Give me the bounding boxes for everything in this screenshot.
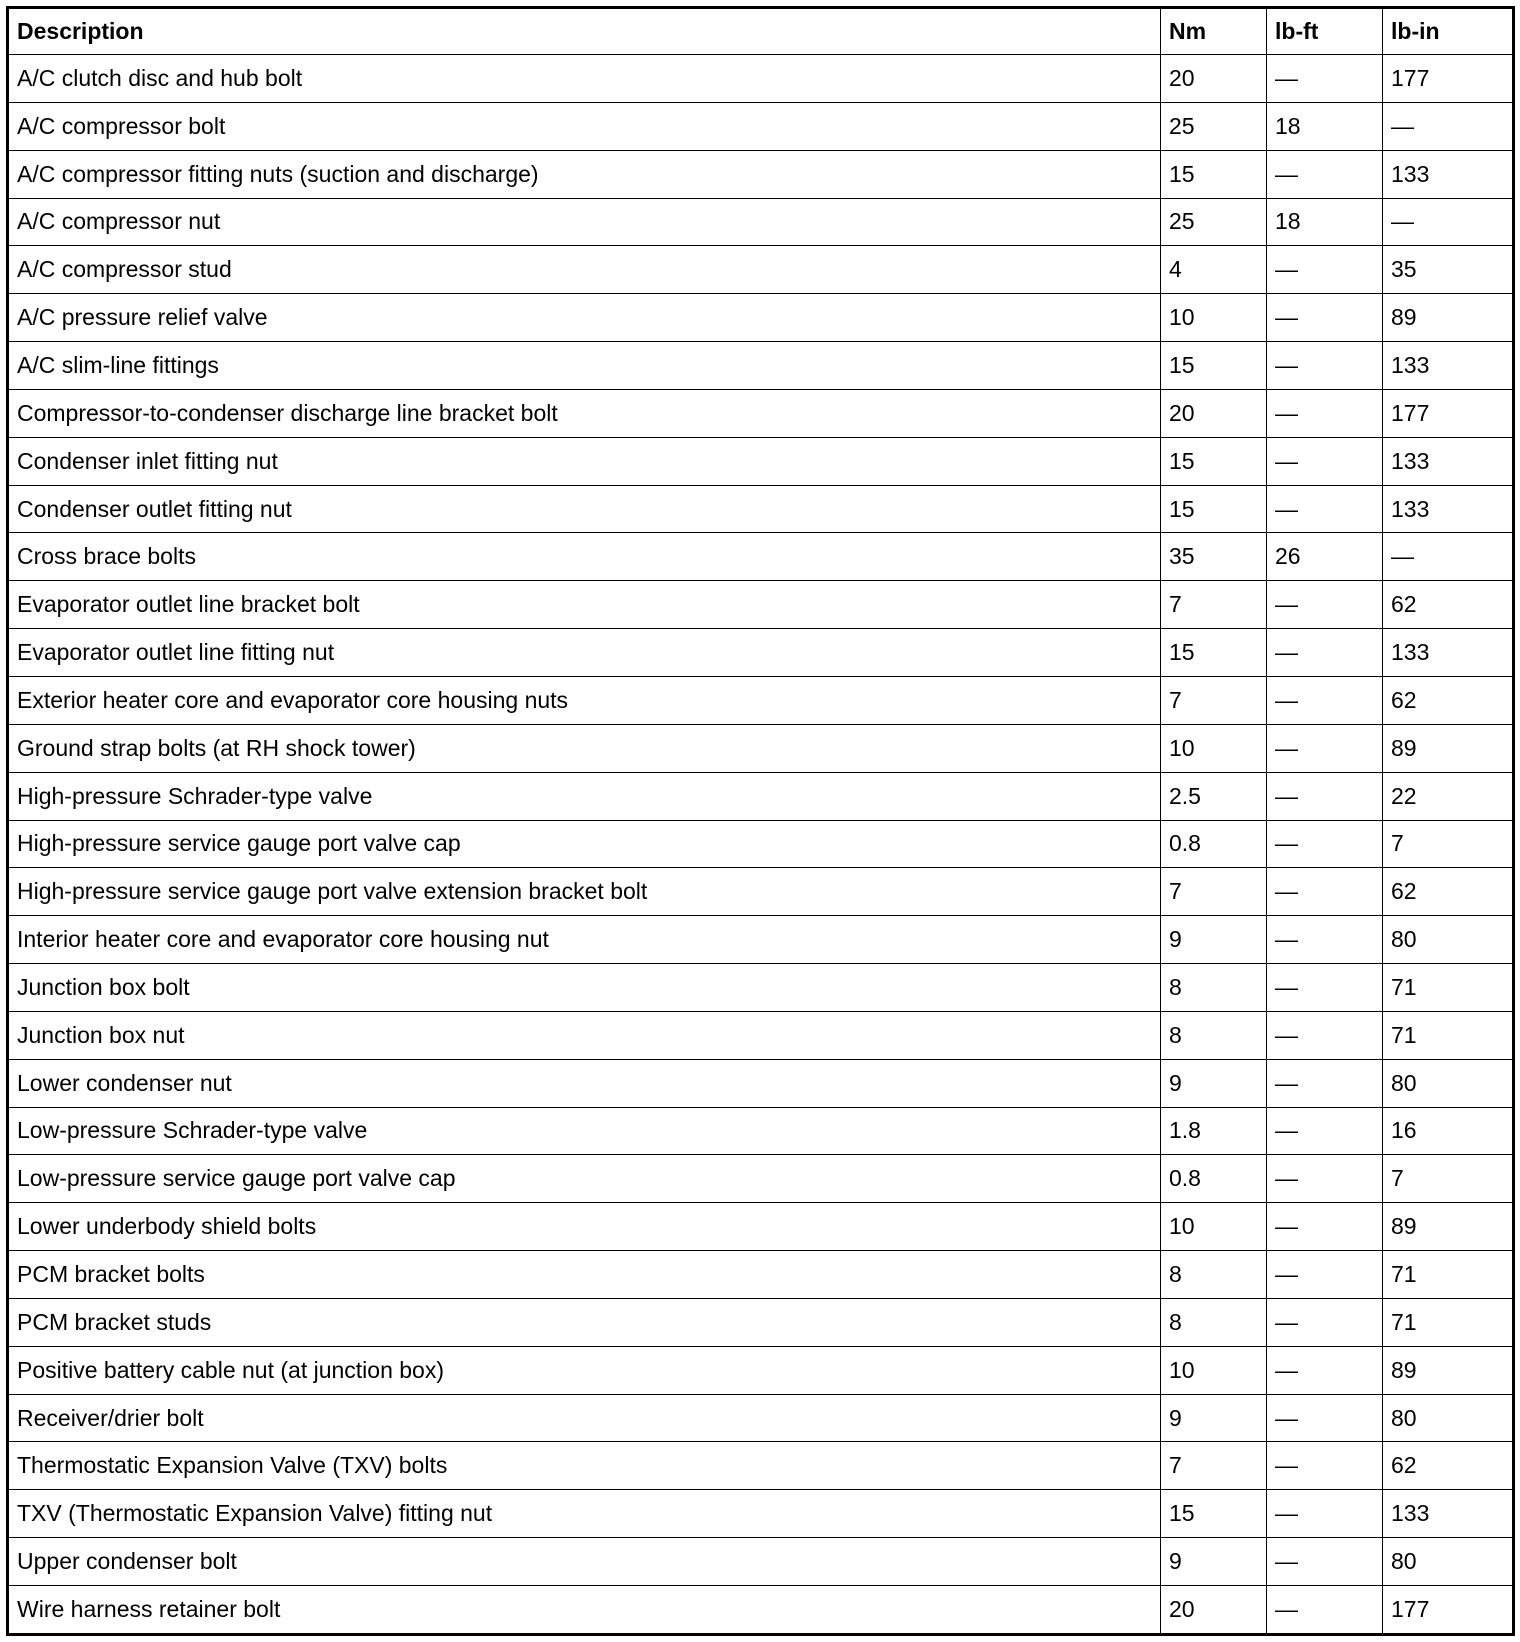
cell-description: Exterior heater core and evaporator core housing nuts [8, 676, 1161, 724]
cell-lb-in: 22 [1383, 772, 1514, 820]
cell-lb-ft: — [1267, 246, 1383, 294]
cell-lb-in: 89 [1383, 294, 1514, 342]
table-row [8, 485, 1514, 533]
cell-lb-in: 177 [1383, 389, 1514, 437]
cell-description: A/C compressor nut [8, 198, 1161, 246]
table-row [8, 1011, 1514, 1059]
cell-description: Condenser outlet fitting nut [8, 485, 1161, 533]
cell-lb-in: 177 [1383, 55, 1514, 103]
cell-lb-in: — [1383, 533, 1514, 581]
cell-description: Receiver/drier bolt [8, 1394, 1161, 1442]
table-row [8, 820, 1514, 868]
cell-description: A/C clutch disc and hub bolt [8, 55, 1161, 103]
cell-nm: 2.5 [1161, 772, 1267, 820]
cell-description: Cross brace bolts [8, 533, 1161, 581]
table-row [8, 533, 1514, 581]
cell-description: High-pressure Schrader-type valve [8, 772, 1161, 820]
table-row [8, 246, 1514, 294]
table-row [8, 294, 1514, 342]
cell-lb-in: 16 [1383, 1107, 1514, 1155]
cell-lb-in: 71 [1383, 964, 1514, 1012]
cell-lb-in: 133 [1383, 437, 1514, 485]
cell-nm: 8 [1161, 1011, 1267, 1059]
cell-lb-ft: — [1267, 437, 1383, 485]
cell-description: A/C compressor bolt [8, 102, 1161, 150]
cell-nm: 9 [1161, 1059, 1267, 1107]
table-row [8, 1251, 1514, 1299]
cell-lb-ft: — [1267, 1251, 1383, 1299]
table-row [8, 772, 1514, 820]
table-row [8, 102, 1514, 150]
header-description: Description [8, 8, 1161, 55]
cell-lb-in: 89 [1383, 1346, 1514, 1394]
table-row [8, 55, 1514, 103]
cell-lb-ft: — [1267, 724, 1383, 772]
cell-lb-ft: — [1267, 1490, 1383, 1538]
table-row [8, 198, 1514, 246]
cell-lb-in: 89 [1383, 724, 1514, 772]
cell-lb-ft: — [1267, 342, 1383, 390]
cell-lb-ft: 26 [1267, 533, 1383, 581]
cell-description: Evaporator outlet line fitting nut [8, 629, 1161, 677]
cell-nm: 10 [1161, 1346, 1267, 1394]
cell-description: Upper condenser bolt [8, 1538, 1161, 1586]
cell-lb-in: 80 [1383, 1059, 1514, 1107]
cell-lb-ft: — [1267, 294, 1383, 342]
table-row [8, 676, 1514, 724]
cell-nm: 10 [1161, 294, 1267, 342]
table-row [8, 1394, 1514, 1442]
cell-lb-in: 133 [1383, 342, 1514, 390]
cell-nm: 8 [1161, 1298, 1267, 1346]
cell-description: A/C compressor stud [8, 246, 1161, 294]
cell-description: High-pressure service gauge port valve extension bracket bolt [8, 868, 1161, 916]
cell-lb-in: 7 [1383, 1155, 1514, 1203]
cell-lb-ft: — [1267, 1155, 1383, 1203]
cell-lb-ft: — [1267, 820, 1383, 868]
cell-lb-ft: — [1267, 1011, 1383, 1059]
cell-lb-in: — [1383, 102, 1514, 150]
cell-nm: 8 [1161, 964, 1267, 1012]
cell-nm: 20 [1161, 389, 1267, 437]
cell-lb-ft: — [1267, 1203, 1383, 1251]
cell-lb-in: 7 [1383, 820, 1514, 868]
table-row [8, 916, 1514, 964]
cell-lb-in: 177 [1383, 1586, 1514, 1635]
cell-lb-in: 89 [1383, 1203, 1514, 1251]
cell-lb-ft: — [1267, 964, 1383, 1012]
cell-description: TXV (Thermostatic Expansion Valve) fitting nut [8, 1490, 1161, 1538]
cell-nm: 9 [1161, 916, 1267, 964]
cell-lb-in: 62 [1383, 868, 1514, 916]
cell-lb-in: 133 [1383, 629, 1514, 677]
table-row [8, 629, 1514, 677]
cell-description: Junction box bolt [8, 964, 1161, 1012]
table-row [8, 1490, 1514, 1538]
table-row [8, 342, 1514, 390]
table-row [8, 1107, 1514, 1155]
cell-lb-ft: — [1267, 1442, 1383, 1490]
cell-lb-in: 133 [1383, 150, 1514, 198]
cell-lb-in: 71 [1383, 1298, 1514, 1346]
header-nm: Nm [1161, 8, 1267, 55]
cell-lb-ft: — [1267, 916, 1383, 964]
torque-spec-table [6, 6, 1515, 1636]
cell-nm: 15 [1161, 342, 1267, 390]
cell-lb-ft: — [1267, 772, 1383, 820]
table-row [8, 1059, 1514, 1107]
cell-nm: 0.8 [1161, 820, 1267, 868]
cell-nm: 15 [1161, 485, 1267, 533]
cell-nm: 25 [1161, 198, 1267, 246]
cell-lb-ft: — [1267, 1059, 1383, 1107]
cell-description: PCM bracket studs [8, 1298, 1161, 1346]
cell-lb-in: 80 [1383, 1394, 1514, 1442]
cell-description: Thermostatic Expansion Valve (TXV) bolts [8, 1442, 1161, 1490]
cell-lb-in: — [1383, 198, 1514, 246]
table-row [8, 1155, 1514, 1203]
cell-lb-in: 35 [1383, 246, 1514, 294]
table-row [8, 1298, 1514, 1346]
table-row [8, 1346, 1514, 1394]
cell-nm: 7 [1161, 1442, 1267, 1490]
cell-description: Junction box nut [8, 1011, 1161, 1059]
table-row [8, 868, 1514, 916]
cell-lb-ft: — [1267, 676, 1383, 724]
table-row [8, 1538, 1514, 1586]
cell-lb-ft: — [1267, 1346, 1383, 1394]
cell-nm: 20 [1161, 1586, 1267, 1635]
cell-nm: 15 [1161, 437, 1267, 485]
cell-description: A/C pressure relief valve [8, 294, 1161, 342]
cell-description: Wire harness retainer bolt [8, 1586, 1161, 1635]
cell-description: Condenser inlet fitting nut [8, 437, 1161, 485]
table-row [8, 1203, 1514, 1251]
cell-lb-ft: 18 [1267, 102, 1383, 150]
cell-nm: 4 [1161, 246, 1267, 294]
cell-lb-in: 133 [1383, 1490, 1514, 1538]
cell-description: Low-pressure service gauge port valve cap [8, 1155, 1161, 1203]
cell-lb-ft: — [1267, 581, 1383, 629]
table-header-row [8, 8, 1514, 55]
cell-nm: 1.8 [1161, 1107, 1267, 1155]
header-lb-in: lb-in [1383, 8, 1514, 55]
cell-lb-in: 133 [1383, 485, 1514, 533]
cell-nm: 20 [1161, 55, 1267, 103]
cell-description: High-pressure service gauge port valve cap [8, 820, 1161, 868]
table-row [8, 437, 1514, 485]
table-row [8, 964, 1514, 1012]
cell-lb-ft: — [1267, 389, 1383, 437]
cell-nm: 15 [1161, 629, 1267, 677]
cell-lb-in: 80 [1383, 1538, 1514, 1586]
table-row [8, 389, 1514, 437]
cell-lb-ft: — [1267, 485, 1383, 533]
cell-lb-ft: — [1267, 55, 1383, 103]
cell-nm: 0.8 [1161, 1155, 1267, 1203]
cell-nm: 35 [1161, 533, 1267, 581]
cell-lb-in: 71 [1383, 1011, 1514, 1059]
cell-description: Ground strap bolts (at RH shock tower) [8, 724, 1161, 772]
cell-nm: 9 [1161, 1394, 1267, 1442]
cell-lb-in: 80 [1383, 916, 1514, 964]
cell-nm: 7 [1161, 676, 1267, 724]
cell-description: PCM bracket bolts [8, 1251, 1161, 1299]
cell-lb-in: 71 [1383, 1251, 1514, 1299]
table-row [8, 581, 1514, 629]
header-lb-ft: lb-ft [1267, 8, 1383, 55]
cell-nm: 7 [1161, 868, 1267, 916]
cell-description: A/C slim-line fittings [8, 342, 1161, 390]
cell-nm: 15 [1161, 1490, 1267, 1538]
cell-description: A/C compressor fitting nuts (suction and discharge) [8, 150, 1161, 198]
cell-nm: 10 [1161, 724, 1267, 772]
cell-nm: 9 [1161, 1538, 1267, 1586]
cell-lb-ft: — [1267, 1394, 1383, 1442]
cell-description: Compressor-to-condenser discharge line bracket bolt [8, 389, 1161, 437]
cell-description: Low-pressure Schrader-type valve [8, 1107, 1161, 1155]
table-row [8, 724, 1514, 772]
table-row [8, 150, 1514, 198]
cell-nm: 15 [1161, 150, 1267, 198]
cell-description: Lower condenser nut [8, 1059, 1161, 1107]
table-row [8, 1442, 1514, 1490]
cell-lb-ft: 18 [1267, 198, 1383, 246]
cell-nm: 8 [1161, 1251, 1267, 1299]
cell-lb-ft: — [1267, 1107, 1383, 1155]
cell-description: Interior heater core and evaporator core housing nut [8, 916, 1161, 964]
cell-nm: 10 [1161, 1203, 1267, 1251]
table-row [8, 1586, 1514, 1635]
cell-nm: 7 [1161, 581, 1267, 629]
cell-description: Lower underbody shield bolts [8, 1203, 1161, 1251]
cell-description: Evaporator outlet line bracket bolt [8, 581, 1161, 629]
cell-lb-in: 62 [1383, 581, 1514, 629]
cell-lb-in: 62 [1383, 1442, 1514, 1490]
cell-lb-in: 62 [1383, 676, 1514, 724]
cell-lb-ft: — [1267, 868, 1383, 916]
cell-lb-ft: — [1267, 150, 1383, 198]
cell-lb-ft: — [1267, 1586, 1383, 1635]
cell-description: Positive battery cable nut (at junction box) [8, 1346, 1161, 1394]
cell-lb-ft: — [1267, 629, 1383, 677]
cell-lb-ft: — [1267, 1538, 1383, 1586]
cell-nm: 25 [1161, 102, 1267, 150]
cell-lb-ft: — [1267, 1298, 1383, 1346]
